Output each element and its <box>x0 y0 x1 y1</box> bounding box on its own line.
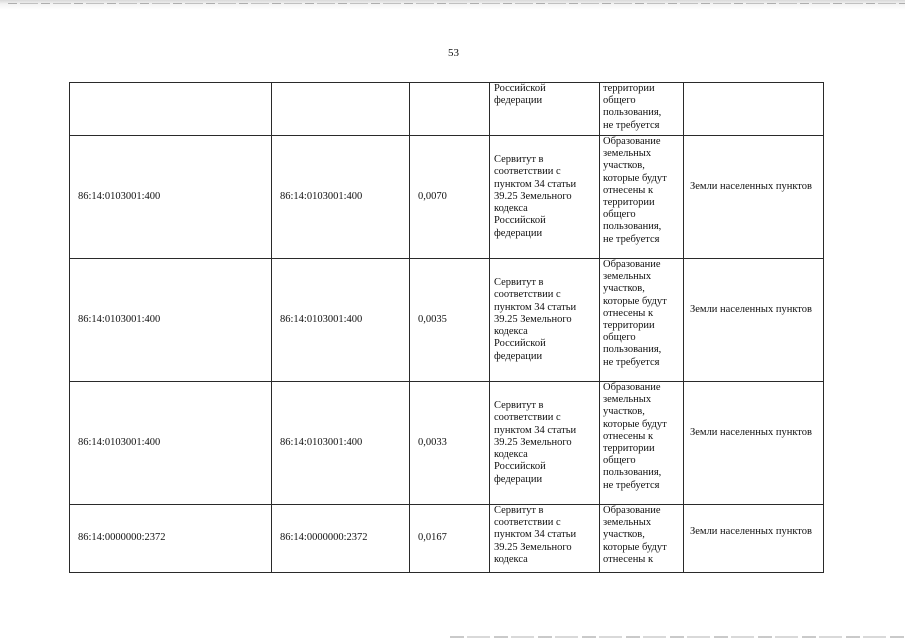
easement-table <box>69 82 824 573</box>
parent-plot-cell: 86:14:0000000:2372 <box>272 505 410 573</box>
cadastral-number-cell: 86:14:0000000:2372 <box>70 505 272 573</box>
basis-line: пунктом 34 статьи <box>494 424 577 436</box>
note-line: территории <box>603 83 655 94</box>
note-line: не требуется <box>603 479 660 491</box>
basis-line: соответствии с <box>494 289 561 301</box>
basis-line: Сервитут в <box>494 400 544 412</box>
basis-line: соответствии с <box>494 517 561 529</box>
area-cell: 0,0033 <box>410 382 490 505</box>
note-line: пользования, <box>603 107 662 119</box>
basis-line: 39.25 Земельного <box>494 190 572 202</box>
note-line: участков, <box>603 406 645 418</box>
note-line: Образование <box>603 382 661 393</box>
note-cell <box>600 136 684 259</box>
note-line: Образование <box>603 136 661 147</box>
basis-line: Российской <box>494 461 546 473</box>
basis-line: федерации <box>494 95 543 107</box>
table-row <box>70 259 824 382</box>
basis-line: федерации <box>494 473 543 485</box>
note-cell <box>600 83 684 136</box>
note-cell <box>600 505 684 573</box>
basis-line: федерации <box>494 350 543 362</box>
note-line: общего <box>603 332 636 344</box>
area-cell: 0,0035 <box>410 259 490 382</box>
basis-line: федерации <box>494 227 543 239</box>
land-category-cell <box>684 505 824 573</box>
note-line: которые будут <box>603 541 667 553</box>
area-cell: 0,0070 <box>410 136 490 259</box>
table-row <box>70 382 824 505</box>
land-category-cell <box>684 136 824 259</box>
table-row <box>70 136 824 259</box>
note-cell <box>600 382 684 505</box>
basis-line: соответствии с <box>494 412 561 424</box>
basis-line: пунктом 34 статьи <box>494 178 577 190</box>
land-category-cell <box>684 83 824 136</box>
basis-cell <box>490 259 600 382</box>
basis-cell <box>490 505 600 573</box>
note-line: не требуется <box>603 356 660 368</box>
scan-edge-top <box>0 0 905 10</box>
note-line: земельных <box>603 148 652 160</box>
page-number: 53 <box>448 47 459 59</box>
basis-line: кодекса <box>494 203 528 215</box>
note-line: Образование <box>603 505 661 516</box>
basis-line: соответствии с <box>494 166 561 178</box>
table-row <box>70 83 824 136</box>
basis-line: Сервитут в <box>494 277 544 289</box>
note-line: территории <box>603 197 655 209</box>
note-line: общего <box>603 455 636 467</box>
basis-line: Российской <box>494 338 546 350</box>
basis-line: 39.25 Земельного <box>494 313 572 325</box>
land-category-cell <box>684 382 824 505</box>
note-line: отнесены к <box>603 430 654 442</box>
note-line: отнесены к <box>603 307 654 319</box>
land-category-text: Земли населенных пунктов <box>690 181 812 192</box>
parent-plot-cell: 86:14:0103001:400 <box>272 136 410 259</box>
note-line: общего <box>603 209 636 221</box>
note-line: пользования, <box>603 467 662 479</box>
basis-line: пунктом 34 статьи <box>494 301 577 313</box>
basis-line: кодекса <box>494 553 528 565</box>
note-line: отнесены к <box>603 553 654 565</box>
note-line: пользования, <box>603 344 662 356</box>
area-cell: 0,0167 <box>410 505 490 573</box>
note-line: участков, <box>603 283 645 295</box>
land-category-text: Земли населенных пунктов <box>690 427 812 438</box>
table-row <box>70 505 824 573</box>
note-line: земельных <box>603 394 652 406</box>
basis-line: кодекса <box>494 326 528 338</box>
note-line: территории <box>603 443 655 455</box>
parent-plot-cell <box>272 83 410 136</box>
land-category-text: Земли населенных пунктов <box>690 304 812 315</box>
land-category-text: Земли населенных пунктов <box>690 526 812 538</box>
cadastral-number-cell <box>70 83 272 136</box>
cadastral-number-cell: 86:14:0103001:400 <box>70 382 272 505</box>
basis-line: 39.25 Земельного <box>494 541 572 553</box>
note-line: не требуется <box>603 119 660 131</box>
basis-line: кодекса <box>494 449 528 461</box>
note-line: земельных <box>603 271 652 283</box>
note-line: которые будут <box>603 295 667 307</box>
note-line: пользования, <box>603 221 662 233</box>
land-category-cell <box>684 259 824 382</box>
note-line: которые будут <box>603 172 667 184</box>
note-line: земельных <box>603 517 652 529</box>
note-line: которые будут <box>603 418 667 430</box>
basis-cell <box>490 136 600 259</box>
basis-line: Сервитут в <box>494 505 544 516</box>
basis-cell <box>490 83 600 136</box>
note-line: не требуется <box>603 233 660 245</box>
note-line: территории <box>603 320 655 332</box>
note-line: участков, <box>603 160 645 172</box>
basis-cell <box>490 382 600 505</box>
basis-line: Российской <box>494 83 546 94</box>
parent-plot-cell: 86:14:0103001:400 <box>272 259 410 382</box>
parent-plot-cell: 86:14:0103001:400 <box>272 382 410 505</box>
cadastral-number-cell: 86:14:0103001:400 <box>70 259 272 382</box>
cadastral-number-cell: 86:14:0103001:400 <box>70 136 272 259</box>
area-cell <box>410 83 490 136</box>
basis-line: пунктом 34 статьи <box>494 529 577 541</box>
note-line: отнесены к <box>603 184 654 196</box>
note-line: Образование <box>603 259 661 270</box>
basis-line: 39.25 Земельного <box>494 436 572 448</box>
basis-line: Российской <box>494 215 546 227</box>
scan-edge-bottom <box>450 636 905 638</box>
basis-line: Сервитут в <box>494 154 544 166</box>
note-cell <box>600 259 684 382</box>
note-line: участков, <box>603 529 645 541</box>
note-line: общего <box>603 95 636 107</box>
